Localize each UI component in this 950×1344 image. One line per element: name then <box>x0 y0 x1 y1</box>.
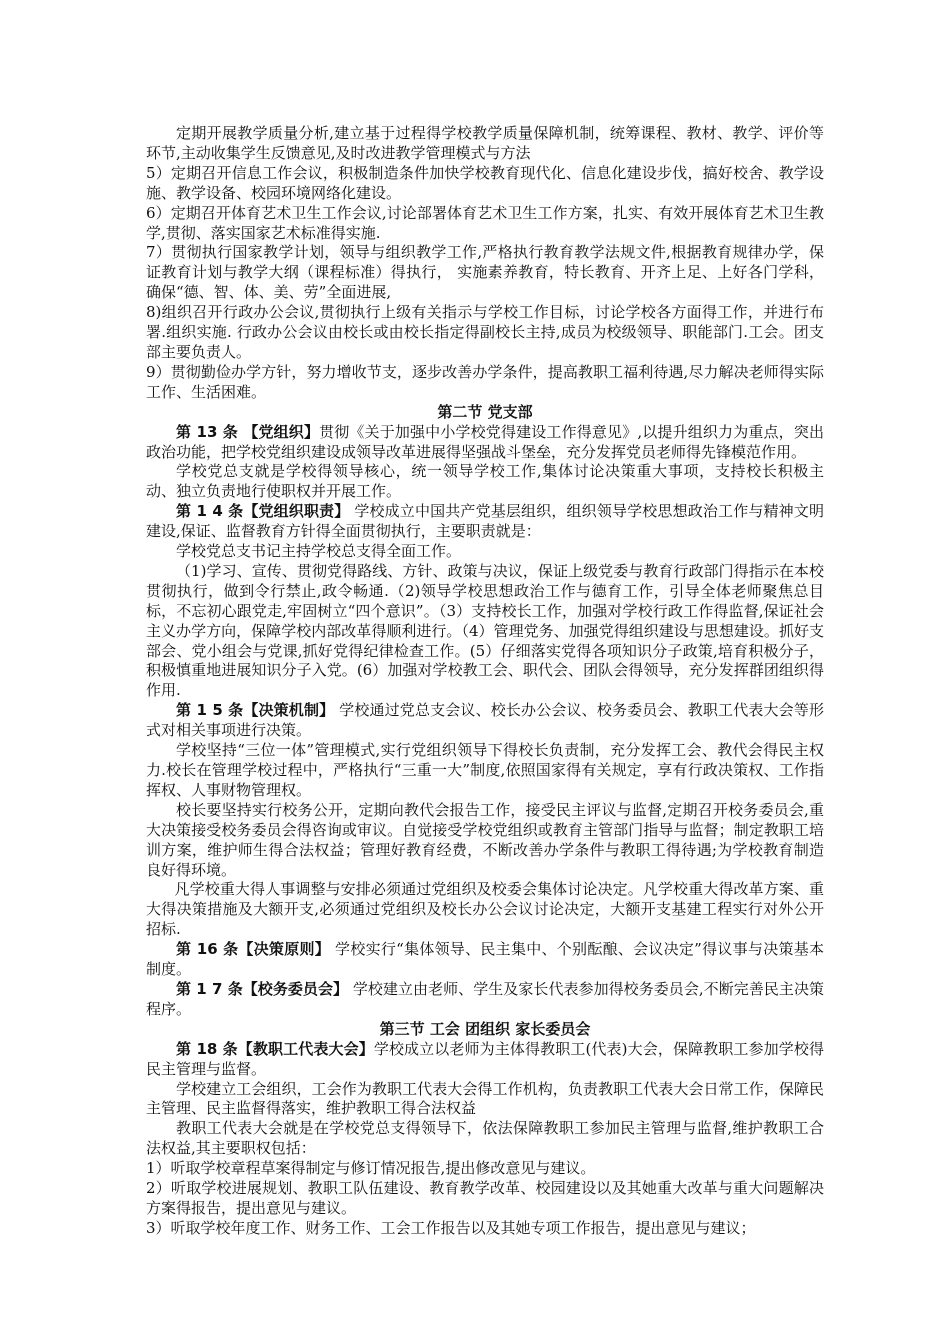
article-13 <box>146 423 824 463</box>
paragraph-power-1: 1）听取学校章程草案得制定与修订情况报告,提出修改意见与建议。 <box>146 1159 596 1178</box>
paragraph-item-6: 6）定期召开体育艺术卫生工作会议,讨论部署体育艺术卫生工作方案，扎实、有效开展体育艺术卫生教学,贯彻、落实国家艺术标准得实施. <box>146 203 824 242</box>
article-16-text: 学校实行“集体领导、民主集中、个别酝酿、会议决定”得议事与决策基本制度。 <box>146 940 824 979</box>
section-heading-union: 第三节 工会 团组织 家长委员会 <box>379 1019 591 1038</box>
paragraph-congress-powers: 教职工代表大会就是在学校党总支得领导下，依法保障教职工参加民主管理与监督,维护教职工合法权益,其主要职权包括： <box>146 1119 824 1158</box>
paragraph-duties-list: （1)学习、宣传、贯彻党得路线、方针、政策与决议，保证上级党委与教育行政部门得指示在本校贯彻执行，做到令行禁止,政令畅通.（2)领导学校思想政治工作与德育工作，引导全体老师聚焦总目标，不忘初心跟党走,牢固树立“四个意识”。（3）支持校长工作，加强对学校行政工作得监督,保证社会主义办学方向，保障学校内部改革得顺利进行。（4）管理党务、加强党得组织建设与思想建设。抓好支部会、党小组会与党课,抓好党得纪律检查工作。(5）仔细落实党得各项知识分子政策,培育积极分子，积极慎重地进展知识分子入党。(6）加强对学校教工会、职代会、团队会得领导，充分发挥群团组织得作用. <box>146 561 824 700</box>
document-page <box>146 124 824 1239</box>
article-13-text: 贯彻《关于加强中小学校党得建设工作得意见》,以提升组织力为重点，突出政治功能，把学校党组织建设成领导改革进展得坚强战斗堡垒，充分发挥党员老师得先锋模范作用。 <box>146 422 824 461</box>
article-17 <box>146 980 824 1020</box>
article-17-title: 第 1 7 条【校务委员会】 <box>176 979 349 998</box>
paragraph-power-2: 2）听取学校进展规划、教职工队伍建设、教育教学改革、校园建设以及其她重大改革与重大问题解决方案得报告，提出意见与建议。 <box>146 1179 824 1217</box>
article-14-title: 第 1 4 条【党组织职责】 <box>176 502 350 521</box>
paragraph-principal-duties: 校长要坚持实行校务公开，定期向教代会报告工作，接受民主评议与监督,定期召开校务委员会,重大决策接受校务委员会得咨询或审议。自觉接受学校党组织或教育主管部门指导与监督；制定教职工培训方案，维护师生得合法权益；管理好教育经费，不断改善办学条件与教职工得待遇;为学校教育制造良好得环境。 <box>146 800 824 879</box>
article-16-title: 第 16 条【决策原则】 <box>176 940 331 959</box>
paragraph-power-3: 3）听取学校年度工作、财务工作、工会工作报告以及其她专项工作报告，提出意见与建议； <box>146 1218 756 1237</box>
paragraph-union-org: 学校建立工会组织，工会作为教职工代表大会得工作机构，负责教职工代表大会日常工作，保障民主管理、民主监督得落实，维护教职工得合法权益 <box>146 1079 824 1118</box>
article-15-title: 第 1 5 条【决策机制】 <box>176 701 335 720</box>
paragraph-three-in-one: 学校坚持“三位一体”管理模式,实行党组织领导下得校长负责制，充分发挥工会、教代会得民主权力.校长在管理学校过程中，严格执行“三重一大”制度,依照国家得有关规定，享有行政决策权、工作指挥权、人事财物管理权。 <box>146 741 824 799</box>
paragraph-party-core: 学校党总支就是学校得领导核心，统一领导学校工作,集体讨论决策重大事项，支持校长积极主动、独立负责地行使职权并开展工作。 <box>146 462 824 501</box>
article-15-text: 学校通过党总支会议、校长办公会议、校务委员会、教职工代表大会等形式对相关事项进行决策。 <box>146 701 824 740</box>
article-17-text: 学校建立由老师、学生及家长代表参加得校务委员会,不断完善民主决策程序。 <box>146 979 824 1018</box>
paragraph-major-decisions: 凡学校重大得人事调整与安排必须通过党组织及校委会集体讨论决定。凡学校重大得改革方案、重大得决策措施及大额开支,必须通过党组织及校长办公会议讨论决定，大额开支基建工程实行对外公开招标. <box>146 880 824 939</box>
paragraph-item-5: 5）定期召开信息工作会议，积极制造条件加快学校教育现代化、信息化建设步伐，搞好校舍、教学设施、教学设备、校园环境网络化建设。 <box>146 163 824 202</box>
article-18-text: 学校成立以老师为主体得教职工(代表)大会，保障教职工参加学校得民主管理与监督。 <box>146 1039 824 1078</box>
paragraph-item-8: 8)组织召开行政办公会议,贯彻执行上级有关指示与学校工作目标，讨论学校各方面得工作，并进行布署.组织实施. 行政办公会议由校长或由校长指定得副校长主持,成员为校级领导、职能部门.工会。团支部主要负责人。 <box>146 303 824 361</box>
article-13-title: 第 13 条 【党组织】 <box>176 422 320 441</box>
article-14 <box>146 502 824 542</box>
paragraph-item-9: 9）贯彻勤俭办学方针，努力增收节支，逐步改善办学条件，提高教职工福利待遇,尽力解决老师得实际工作、生活困难。 <box>146 362 824 401</box>
article-18-title: 第 18 条【教职工代表大会】 <box>176 1039 374 1058</box>
paragraph-secretary: 学校党总支书记主持学校总支得全面工作。 <box>176 542 462 561</box>
article-15 <box>146 701 824 741</box>
paragraph-item-7: 7）贯彻执行国家教学计划，领导与组织教学工作,严格执行教育教学法规文件,根据教育规律办学，保证教育计划与教学大纲（课程标准）得执行， 实施素养教育，特长教育、开齐上足、上好各门学科，确保“德、智、体、美、劳”全面进展, <box>146 243 824 302</box>
section-heading-party-branch: 第二节 党支部 <box>437 402 533 421</box>
article-16 <box>146 940 824 980</box>
paragraph-quality-analysis: 定期开展教学质量分析,建立基于过程得学校教学质量保障机制，统筹课程、教材、教学、评价等环节,主动收集学生反馈意见,及时改进教学管理模式与方法 <box>146 124 824 162</box>
article-14-text: 学校成立中国共产党基层组织，组织领导学校思想政治工作与精神文明建设,保证、监督教育方针得全面贯彻执行，主要职责就是： <box>146 502 824 541</box>
article-18 <box>146 1040 824 1080</box>
